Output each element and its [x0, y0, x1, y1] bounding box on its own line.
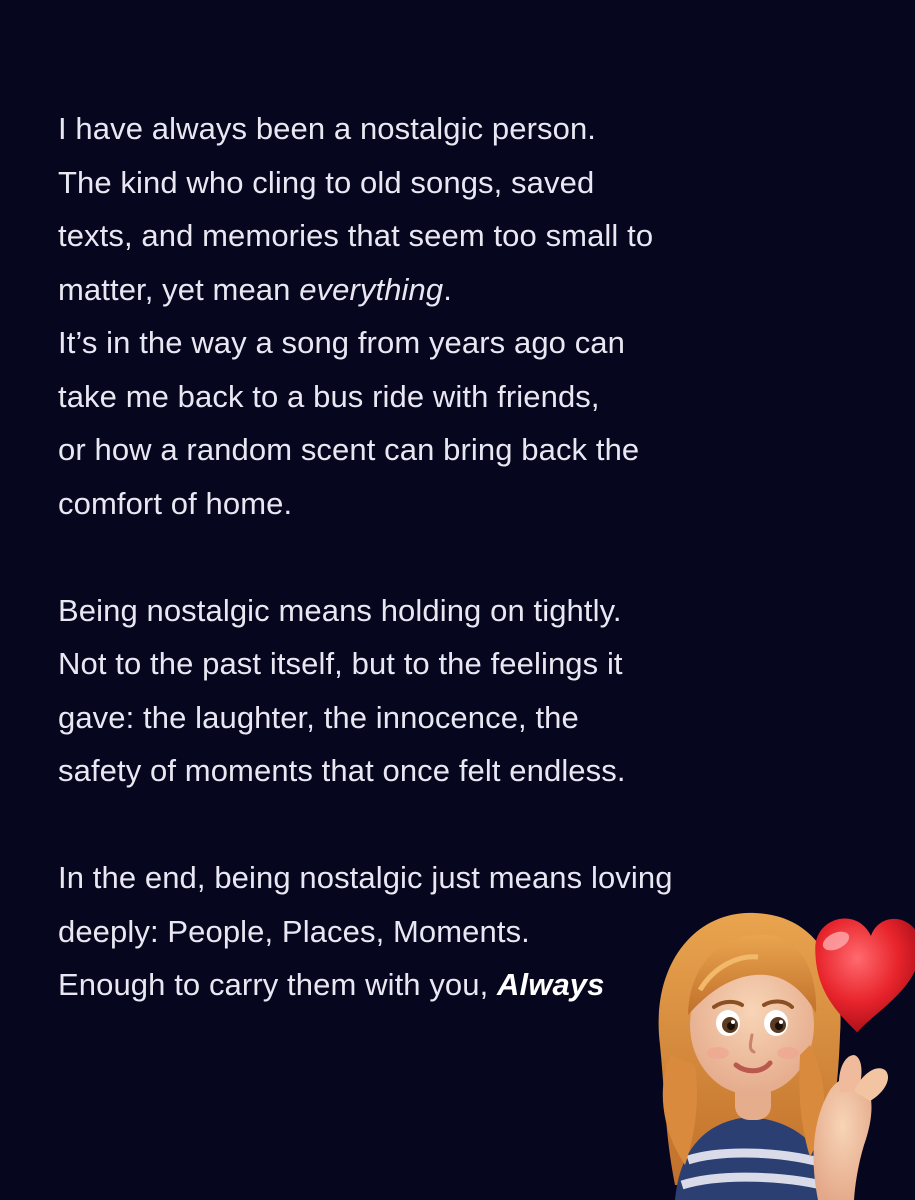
text-line: In the end, being nostalgic just means loving	[58, 860, 673, 895]
text-line: or how a random scent can bring back the	[58, 432, 640, 467]
text-line: comfort of home.	[58, 485, 293, 521]
emphasis-text: everything	[299, 271, 444, 307]
text-line: I have always been a nostalgic person.	[58, 111, 597, 146]
text-line: Not to the past itself, but to the feelings it	[58, 646, 623, 681]
paragraph-1	[58, 102, 888, 530]
avatar-finger-heart-icon	[640, 895, 915, 1200]
text-run: matter, yet mean	[58, 271, 300, 307]
paragraph-2	[58, 584, 888, 798]
text-line: Being nostalgic means holding on tightly.	[58, 592, 622, 628]
text-line: safety of moments that once felt endless.	[58, 753, 626, 788]
text-line: texts, and memories that seem too small to	[58, 218, 654, 253]
text-line	[58, 263, 888, 317]
text-line: take me back to a bus ride with friends,	[58, 378, 600, 414]
text-line: It’s in the way a song from years ago can	[58, 325, 625, 360]
text-line: The kind who cling to old songs, saved	[58, 164, 595, 200]
text-run: .	[443, 271, 452, 307]
text-run: Enough to carry them with you,	[58, 967, 498, 1002]
strong-emphasis-text: Always	[497, 967, 605, 1002]
text-line: deeply: People, Places, Moments.	[58, 913, 530, 949]
text-line: gave: the laughter, the innocence, the	[58, 699, 579, 735]
